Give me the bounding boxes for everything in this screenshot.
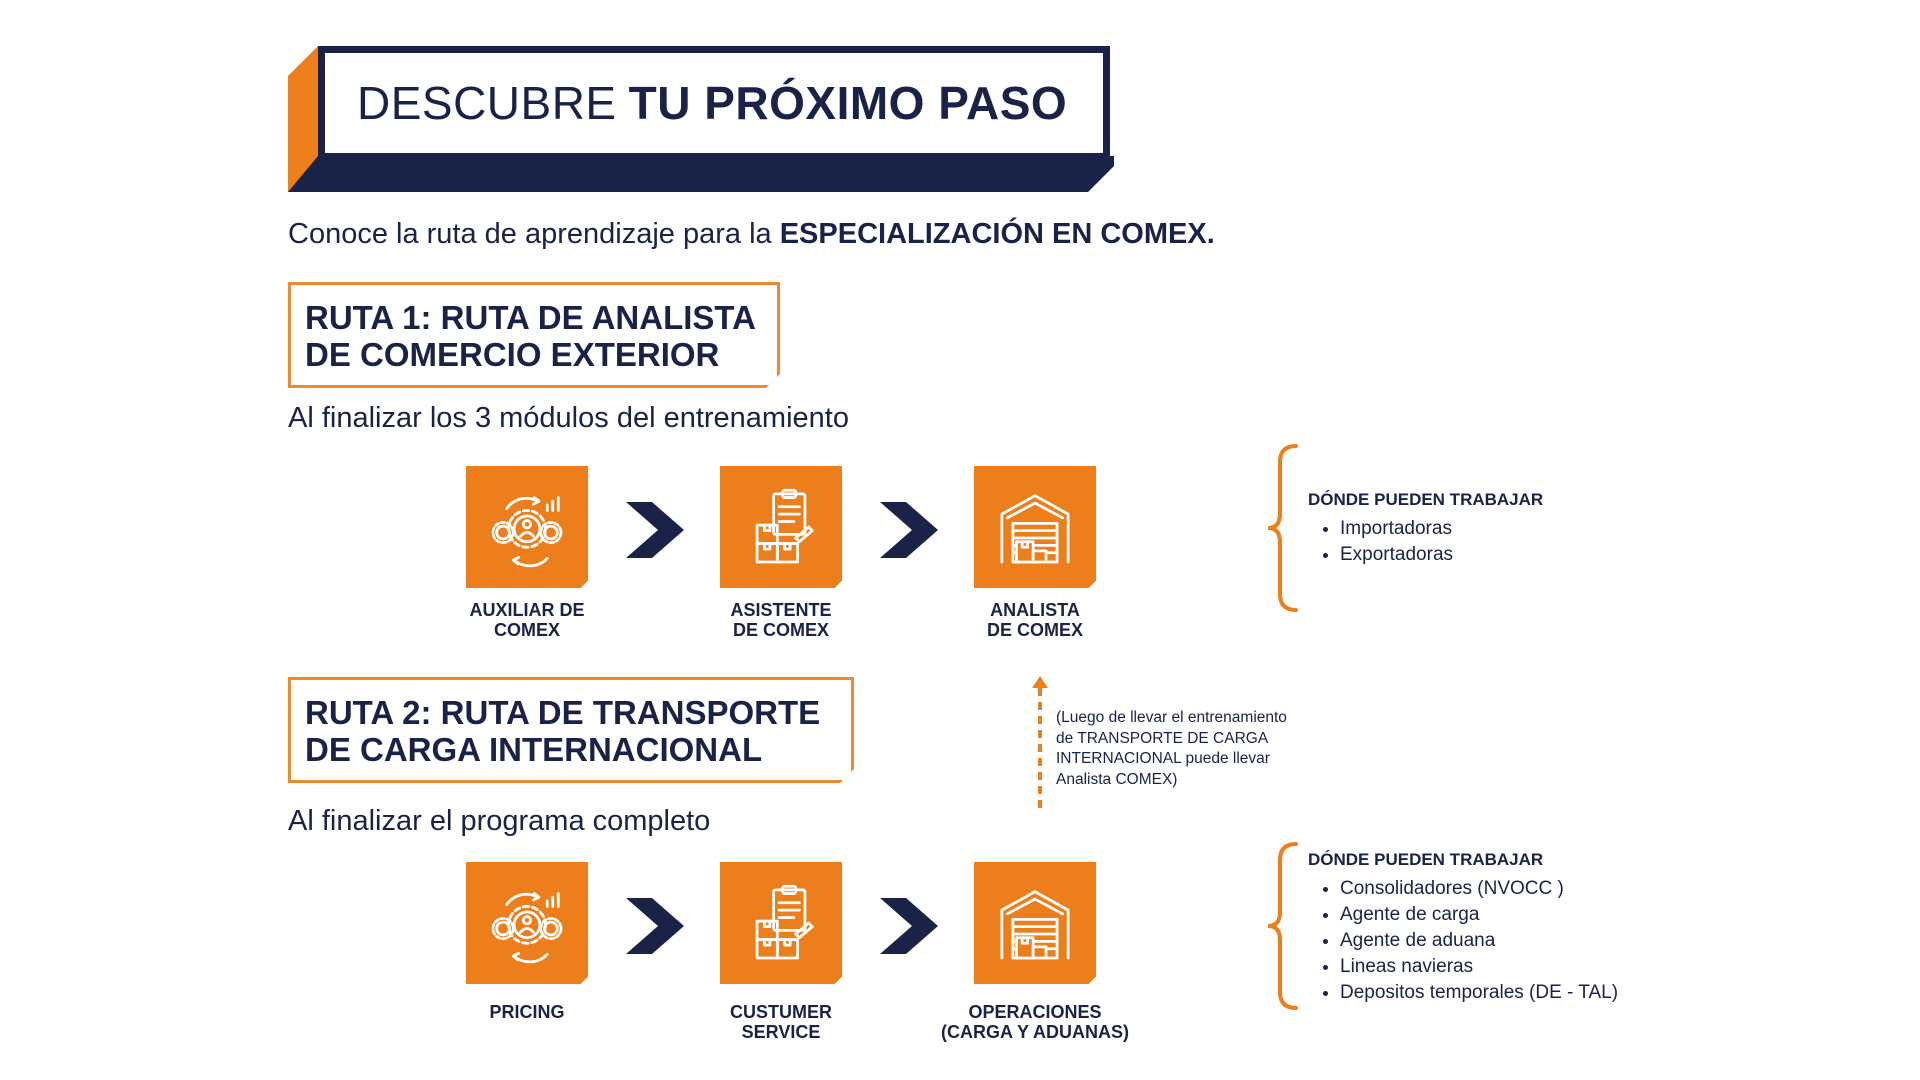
route2-step2-line1: CUSTUMER	[730, 1002, 832, 1022]
route1-step2-line2: DE COMEX	[732, 620, 829, 640]
route1-step1-tile	[466, 466, 588, 588]
route2-title-line1: RUTA 2: RUTA DE TRANSPORTE	[305, 694, 821, 731]
list-item: • Depositos temporales (DE - TAL)	[1340, 980, 1618, 1006]
dashed-up-arrow-icon	[1030, 676, 1050, 812]
list-item: • Exportadoras	[1340, 542, 1543, 568]
route1-step3-line1: ANALISTA	[990, 600, 1080, 620]
route1-work-title: DÓNDE PUEDEN TRABAJAR	[1308, 490, 1544, 509]
clipboard-boxes-icon	[735, 877, 827, 969]
route2-title-box	[288, 677, 854, 783]
list-item: • Lineas navieras	[1340, 954, 1618, 980]
route1-step3-tile	[974, 466, 1096, 588]
chevron-right-icon	[626, 898, 686, 954]
route2-title-line2: DE CARGA INTERNACIONAL	[305, 731, 763, 768]
page-title	[318, 46, 1110, 160]
route1-step2-label	[681, 600, 881, 640]
route2-step2-line2: SERVICE	[741, 1022, 821, 1042]
route2-step3-label	[935, 1002, 1135, 1042]
route2-step3-tile	[974, 862, 1096, 984]
route1-step1-line2: COMEX	[493, 620, 560, 640]
route1-step3-label	[935, 600, 1135, 640]
route1-title-box	[288, 282, 780, 388]
route2-work-list	[1308, 876, 1618, 1006]
route1-work-panel	[1308, 490, 1543, 568]
route1-work-list	[1308, 516, 1543, 568]
route1-step1-line1: AUXILIAR DE	[469, 600, 585, 620]
chevron-right-icon	[626, 502, 686, 558]
route-note-line2: de TRANSPORTE DE CARGA	[1056, 729, 1269, 747]
route2-step2-label	[681, 1002, 881, 1042]
route1-title-line1: RUTA 1: RUTA DE ANALISTA	[305, 299, 756, 336]
intro-text	[288, 218, 1215, 251]
clipboard-boxes-icon	[735, 481, 827, 573]
route1-step3-line2: DE COMEX	[986, 620, 1083, 640]
gears-person-icon	[481, 481, 573, 573]
route1-step2-tile	[720, 466, 842, 588]
chevron-right-icon	[880, 502, 940, 558]
route-note-line1: (Luego de llevar el entrenamiento	[1056, 709, 1287, 726]
chevron-right-icon	[880, 898, 940, 954]
warehouse-icon	[989, 481, 1081, 573]
intro-text-regular: Conoce la ruta de aprendizaje para la	[288, 218, 780, 250]
route2-subtitle: Al finalizar el programa completo	[288, 805, 711, 837]
route1-step2-line1: ASISTENTE	[730, 600, 832, 620]
route-note	[1056, 708, 1346, 790]
list-item: • Agente de aduana	[1340, 928, 1618, 954]
route2-work-panel	[1308, 850, 1618, 1006]
list-item: • Agente de carga	[1340, 902, 1618, 928]
page-title-bold: TU PRÓXIMO PASO	[628, 77, 1068, 129]
route-note-line3: INTERNACIONAL puede llevar	[1056, 750, 1270, 767]
route2-step3-line1: OPERACIONES	[968, 1002, 1102, 1022]
route2-step2-tile	[720, 862, 842, 984]
route1-title-line2: DE COMERCIO EXTERIOR	[305, 336, 720, 373]
route1-subtitle: Al finalizar los 3 módulos del entrenamiento	[288, 402, 849, 434]
route-note-line4: Analista COMEX)	[1056, 770, 1178, 788]
curly-brace-icon	[1262, 442, 1302, 614]
route2-step1-tile	[466, 862, 588, 984]
page-title-light: DESCUBRE	[357, 77, 617, 129]
list-item: • Importadoras	[1340, 516, 1543, 542]
curly-brace-icon	[1262, 840, 1302, 1012]
warehouse-icon	[989, 877, 1081, 969]
route2-step1-line1: PRICING	[489, 1002, 565, 1022]
route2-work-title: DÓNDE PUEDEN TRABAJAR	[1308, 850, 1544, 869]
route2-step3-line2: (CARGA Y ADUANAS)	[940, 1022, 1129, 1042]
intro-text-bold: ESPECIALIZACIÓN EN COMEX.	[779, 218, 1215, 250]
list-item: • Consolidadores (NVOCC )	[1340, 876, 1618, 902]
route1-step1-label	[427, 600, 627, 640]
route2-step1-label	[427, 1002, 627, 1022]
gears-person-icon	[481, 877, 573, 969]
